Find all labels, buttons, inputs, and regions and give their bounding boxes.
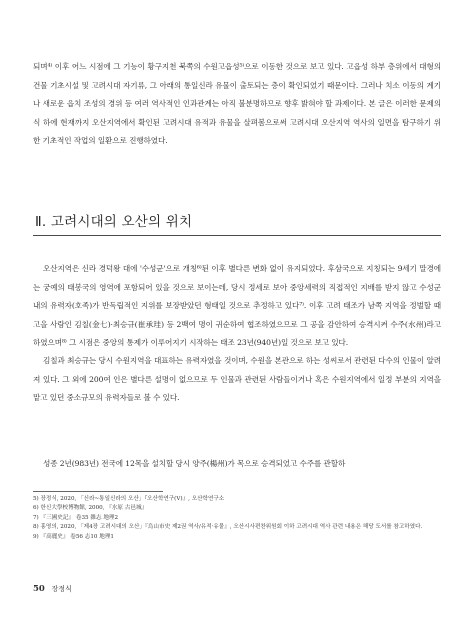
footnote-divider: [33, 491, 163, 492]
footer-author: 장정식: [51, 585, 72, 593]
footnote-item: 6) 한신大學校博物館, 2000, 『水原 古邑城』: [33, 505, 148, 512]
page-number: 50: [33, 584, 45, 594]
body-paragraph: 김칠과 최승규는 당시 수원지역을 대표하는 유력자였을 것이며, 수원을 본관으로 하는 성씨로서 관련된 다수의 인물이 알려져 있다. 그 외에 200여 인은 별다른 설명이 없으므로 두 인물과 관련된 사람들이거나 혹은 수원지역에서 일정 부분의 지역을 맡고 있던 중소규모의 유력자들로 볼 수 있다.: [33, 356, 441, 403]
intro-paragraph: 되며⁴⁾ 이후 어느 시점에 그 기능이 황구지천 북쪽의 수원고읍성⁵⁾으로 이동한 것으로 보고 있다. 고읍성 하부 층위에서 대형의 건물 기초시설 및 고려시대 자기류, 그 아래의 통일신라 유물이 출토되는 층이 확인되었기 때문이다. 그러나 치소 이동의 계기나 새로운 읍치 조성의 경위 등 여러 역사적인 인과관계는 아직 불분명하므로 향후 밝혀야 할 과제이다. 본 글은 이러한 문제의식 하에 현재까지 오산지역에서 확인된 고려시대 유적과 유물을 살펴봄으로써 고려시대 오산지역 역사의 일면을 탐구하기 위한 기초적인 작업의 일환으로 진행하였다.: [33, 62, 441, 146]
footnote-item: 7) 『三國史記』 卷35 雜志 地理2: [33, 514, 119, 521]
footnote-item: 5) 장정식, 2020, 「신라~통일신라의 오산」『오산학연구(Ⅴ)』, 오산학연구소: [33, 496, 225, 502]
section-title: 고려시대의 오산의 위치: [50, 214, 193, 230]
footnote-list: [33, 495, 443, 542]
section-heading-rule: [33, 235, 441, 236]
footnote-item: 8) 홍영의, 2020, 「제4장 고려시대의 오산」『烏山市史 제2권 역사/유적·유물』, 오산시사편찬위원회 이하 고려시대 역사 관련 내용은 해당 도서를 참고하였다.: [33, 524, 423, 531]
footnote-item: 9) 『高麗史』 卷56 志10 地理1: [33, 533, 114, 540]
page-footer: [33, 584, 72, 594]
section-number: Ⅱ.: [35, 214, 47, 230]
body-paragraph: 성종 2년(983년) 전국에 12목을 설치할 당시 양주(楊州)가 목으로 승격되었고 수주를 관할하: [43, 459, 346, 468]
body-paragraph: 오산지역은 신라 경덕왕 대에 '수성군'으로 개칭⁶⁾된 이후 별다른 변화 없이 유지되었다. 후삼국으로 지칭되는 9세기 말경에는 궁예의 태봉국의 영역에 포함되어 있을 것으로 보이는데, 당시 정세로 보아 중앙세력의 직접적인 지배를 받지 않고 수성군 내의 유력자(호족)가 반독립적인 지위를 보장받았던 형태일 것으로 추정하고 있다⁷⁾. 이후 고려 태조가 남쪽 지역을 정벌할 때 고을 사람인 김칠(金七)·최승규(崔承珪) 등 2백여 명이 귀순하여 협조하였으므로 그 공을 감안하여 승격시켜 수주(水州)라고 하였으며⁸⁾ 그 시점은 중앙의 통제가 이루어지기 시작하는 태조 23년(940년)일 것으로 보고 있다.: [33, 264, 441, 348]
section-heading: [35, 210, 192, 230]
